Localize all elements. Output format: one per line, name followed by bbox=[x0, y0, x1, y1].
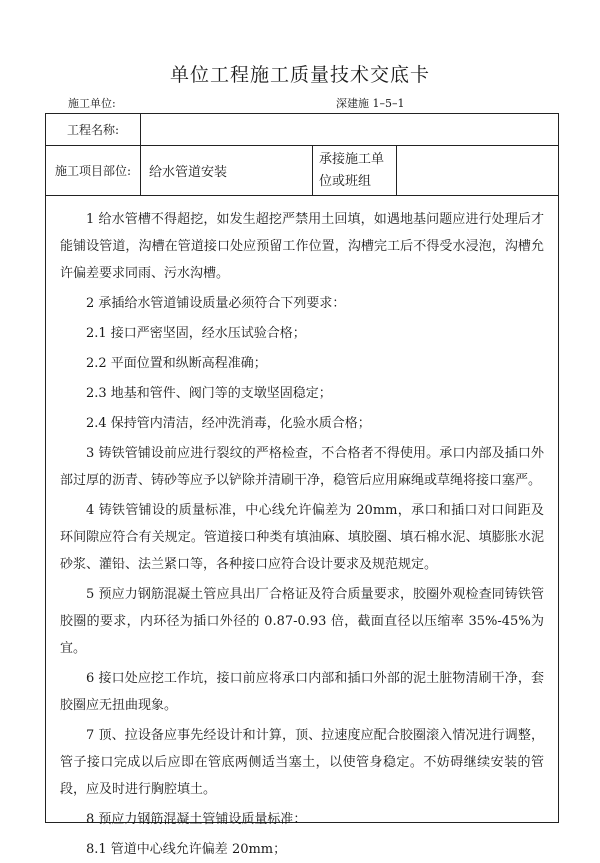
content-paragraph: 5 预应力钢筋混凝土管应具出厂合格证及符合质量要求，胶圈外观检查同铸铁管胶圈的要求，内环径为插口外径的 0.87-0.93 倍，截面直径以压缩率 35%-45%为宜。 bbox=[60, 587, 544, 656]
content-paragraph: 1 给水管槽不得超挖，如发生超挖严禁用土回填，如遇地基问题应进行处理后才能铺设管道，沟槽在管道接口处应预留工作位置，沟槽完工后不得受水浸泡，沟槽允许偏差要求同雨、污水沟槽。 bbox=[60, 212, 544, 281]
content-paragraph: 7 顶、拉设备应事先经设计和计算，顶、拉速度应配合胶圈滚入情况进行调整，管子接口完成以后应即在管底两侧适当塞土，以使管身稳定。不妨碍继续安装的管段，应及时进行胸腔填土。 bbox=[60, 728, 544, 797]
disclosure-content bbox=[60, 206, 544, 857]
receiving-team-field[interactable] bbox=[397, 146, 559, 196]
construction-part-row bbox=[46, 146, 559, 196]
form-code: 深建施 1–5–1 bbox=[336, 97, 405, 110]
content-paragraph: 2.3 地基和管件、阀门等的支墩坚固稳定； bbox=[86, 386, 332, 401]
content-paragraph: 6 接口处应挖工作坑，接口前应将承口内部和插口外部的泥土脏物清刷干净，套胶圈应无扭曲现象。 bbox=[60, 671, 544, 713]
project-name-field[interactable] bbox=[141, 114, 559, 146]
construction-unit-label: 施工单位: bbox=[68, 97, 116, 110]
receiving-team-label: 承接施工单位或班组 bbox=[313, 146, 397, 196]
project-name-row bbox=[46, 114, 559, 146]
content-paragraph: 3 铸铁管铺设前应进行裂纹的严格检查，不合格者不得使用。承口内部及插口外部过厚的沥青、铸砂等应予以铲除并清刷干净，稳管后应用麻绳或草绳将接口塞严。 bbox=[60, 446, 544, 488]
document-title: 单位工程施工质量技术交底卡 bbox=[169, 64, 430, 86]
content-paragraph: 8 预应力钢筋混凝土管铺设质量标准： bbox=[86, 812, 307, 827]
disclosure-table bbox=[45, 113, 559, 857]
content-paragraph: 2.1 接口严密坚固，经水压试验合格； bbox=[86, 326, 306, 341]
content-paragraph: 2.2 平面位置和纵断高程准确； bbox=[86, 356, 267, 371]
construction-part-field[interactable]: 给水管道安装 bbox=[141, 146, 313, 196]
content-paragraph: 8.1 管道中心线允许偏差 20mm； bbox=[86, 842, 287, 857]
content-paragraph: 4 铸铁管铺设的质量标准，中心线允许偏差为 20mm，承口和插口对口间距及环间隙应符合有关规定。管道接口种类有填油麻、填胶圈、填石棉水泥、填膨胀水泥砂浆、灌铅、法兰紧口等，各种接口应符合设计要求及规范规定。 bbox=[60, 503, 544, 572]
content-paragraph: 2.4 保持管内清洁，经冲洗消毒，化验水质合格； bbox=[86, 416, 371, 431]
construction-part-label: 施工项目部位: bbox=[46, 146, 141, 196]
disclosure-content-cell bbox=[46, 196, 559, 857]
project-name-label: 工程名称: bbox=[46, 114, 141, 146]
content-paragraph: 2 承插给水管道铺设质量必须符合下列要求： bbox=[86, 296, 346, 311]
content-row bbox=[46, 196, 559, 823]
